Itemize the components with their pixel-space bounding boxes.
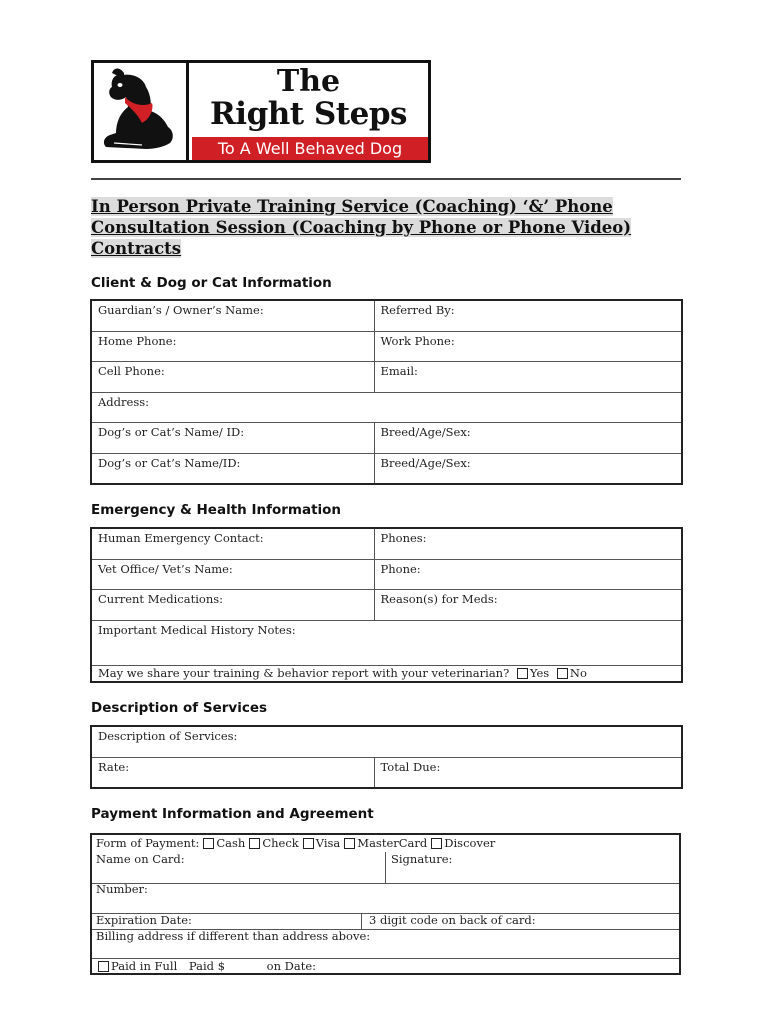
expiration-date-field[interactable]: Expiration Date: bbox=[96, 913, 192, 927]
home-phone-field[interactable]: Home Phone: bbox=[91, 331, 374, 361]
check-label: Check bbox=[262, 836, 299, 850]
payment-method-row bbox=[96, 836, 495, 850]
work-phone-field[interactable]: Work Phone: bbox=[374, 331, 682, 361]
services-section-heading: Description of Services bbox=[91, 700, 268, 716]
meds-reasons-field[interactable]: Reason(s) for Meds: bbox=[374, 589, 682, 620]
share-report-row bbox=[91, 665, 682, 682]
share-no-checkbox[interactable] bbox=[557, 668, 568, 679]
signature-field[interactable]: Signature: bbox=[391, 852, 453, 866]
emergency-info-table bbox=[90, 527, 683, 683]
emergency-section-heading: Emergency & Health Information bbox=[91, 502, 342, 518]
check-checkbox[interactable] bbox=[249, 838, 260, 849]
pet-2-breed-field[interactable]: Breed/Age/Sex: bbox=[374, 453, 682, 484]
logo-brand-name: Right Steps bbox=[210, 96, 407, 132]
cash-label: Cash bbox=[216, 836, 246, 850]
company-logo bbox=[91, 60, 431, 163]
rate-field[interactable]: Rate: bbox=[91, 757, 374, 788]
pet-2-name-field[interactable]: Dog’s or Cat’s Name/ID: bbox=[91, 453, 374, 484]
discover-label: Discover bbox=[444, 836, 496, 850]
guardian-name-field[interactable]: Guardian’s / Owner’s Name: bbox=[91, 300, 374, 331]
cash-checkbox[interactable] bbox=[203, 838, 214, 849]
paid-in-full-label: Paid in Full bbox=[111, 959, 178, 973]
payment-section-heading: Payment Information and Agreement bbox=[91, 806, 374, 822]
emergency-contact-field[interactable]: Human Emergency Contact: bbox=[91, 528, 374, 559]
total-due-field[interactable]: Total Due: bbox=[374, 757, 682, 788]
document-title bbox=[91, 196, 681, 259]
payment-form-label: Form of Payment: bbox=[96, 836, 200, 850]
pet-1-name-field[interactable]: Dog’s or Cat’s Name/ ID: bbox=[91, 422, 374, 453]
security-code-field[interactable]: 3 digit code on back of card: bbox=[369, 913, 536, 927]
cell-phone-field[interactable]: Cell Phone: bbox=[91, 361, 374, 392]
mastercard-checkbox[interactable] bbox=[344, 838, 355, 849]
services-table bbox=[90, 725, 683, 789]
paid-date-field[interactable]: on Date: bbox=[266, 959, 317, 973]
discover-checkbox[interactable] bbox=[431, 838, 442, 849]
dog-logo-icon bbox=[94, 63, 189, 160]
paid-in-full-checkbox[interactable] bbox=[98, 961, 109, 972]
client-info-table bbox=[90, 299, 683, 485]
referred-by-field[interactable]: Referred By: bbox=[374, 300, 682, 331]
pet-1-breed-field[interactable]: Breed/Age/Sex: bbox=[374, 422, 682, 453]
visa-label: Visa bbox=[315, 836, 341, 850]
service-description-field[interactable]: Description of Services: bbox=[91, 726, 682, 757]
logo-word-the: The bbox=[276, 64, 341, 99]
address-field[interactable]: Address: bbox=[91, 392, 682, 422]
title-line-2: Consultation Session (Coaching by Phone or Phone Video) bbox=[91, 218, 632, 237]
paid-status-row bbox=[94, 959, 316, 973]
email-field[interactable]: Email: bbox=[374, 361, 682, 392]
current-medications-field[interactable]: Current Medications: bbox=[91, 589, 374, 620]
share-report-question: May we share your training & behavior report with your veterinarian? bbox=[98, 665, 510, 680]
share-yes-label: Yes bbox=[529, 665, 550, 680]
vet-name-field[interactable]: Vet Office/ Vet’s Name: bbox=[91, 559, 374, 589]
name-on-card-field[interactable]: Name on Card: bbox=[96, 852, 185, 866]
emergency-phones-field[interactable]: Phones: bbox=[374, 528, 682, 559]
share-yes-checkbox[interactable] bbox=[517, 668, 528, 679]
share-no-label: No bbox=[569, 665, 587, 680]
client-section-heading: Client & Dog or Cat Information bbox=[91, 275, 332, 291]
card-number-field[interactable]: Number: bbox=[96, 882, 148, 896]
signature-divider bbox=[385, 852, 386, 883]
mastercard-label: MasterCard bbox=[357, 836, 428, 850]
title-line-1: In Person Private Training Service (Coaching) ‘&’ Phone bbox=[91, 197, 613, 216]
billing-address-field[interactable]: Billing address if different than address above: bbox=[96, 929, 371, 943]
header-divider bbox=[91, 178, 681, 180]
code-divider bbox=[361, 913, 362, 929]
vet-phone-field[interactable]: Phone: bbox=[374, 559, 682, 589]
visa-checkbox[interactable] bbox=[303, 838, 314, 849]
logo-tagline: To A Well Behaved Dog bbox=[192, 137, 428, 160]
title-line-3: Contracts bbox=[91, 239, 182, 258]
payment-row-divider-1 bbox=[92, 883, 679, 884]
medical-notes-field[interactable]: Important Medical History Notes: bbox=[91, 620, 682, 665]
paid-amount-field[interactable]: Paid $ bbox=[188, 959, 226, 973]
